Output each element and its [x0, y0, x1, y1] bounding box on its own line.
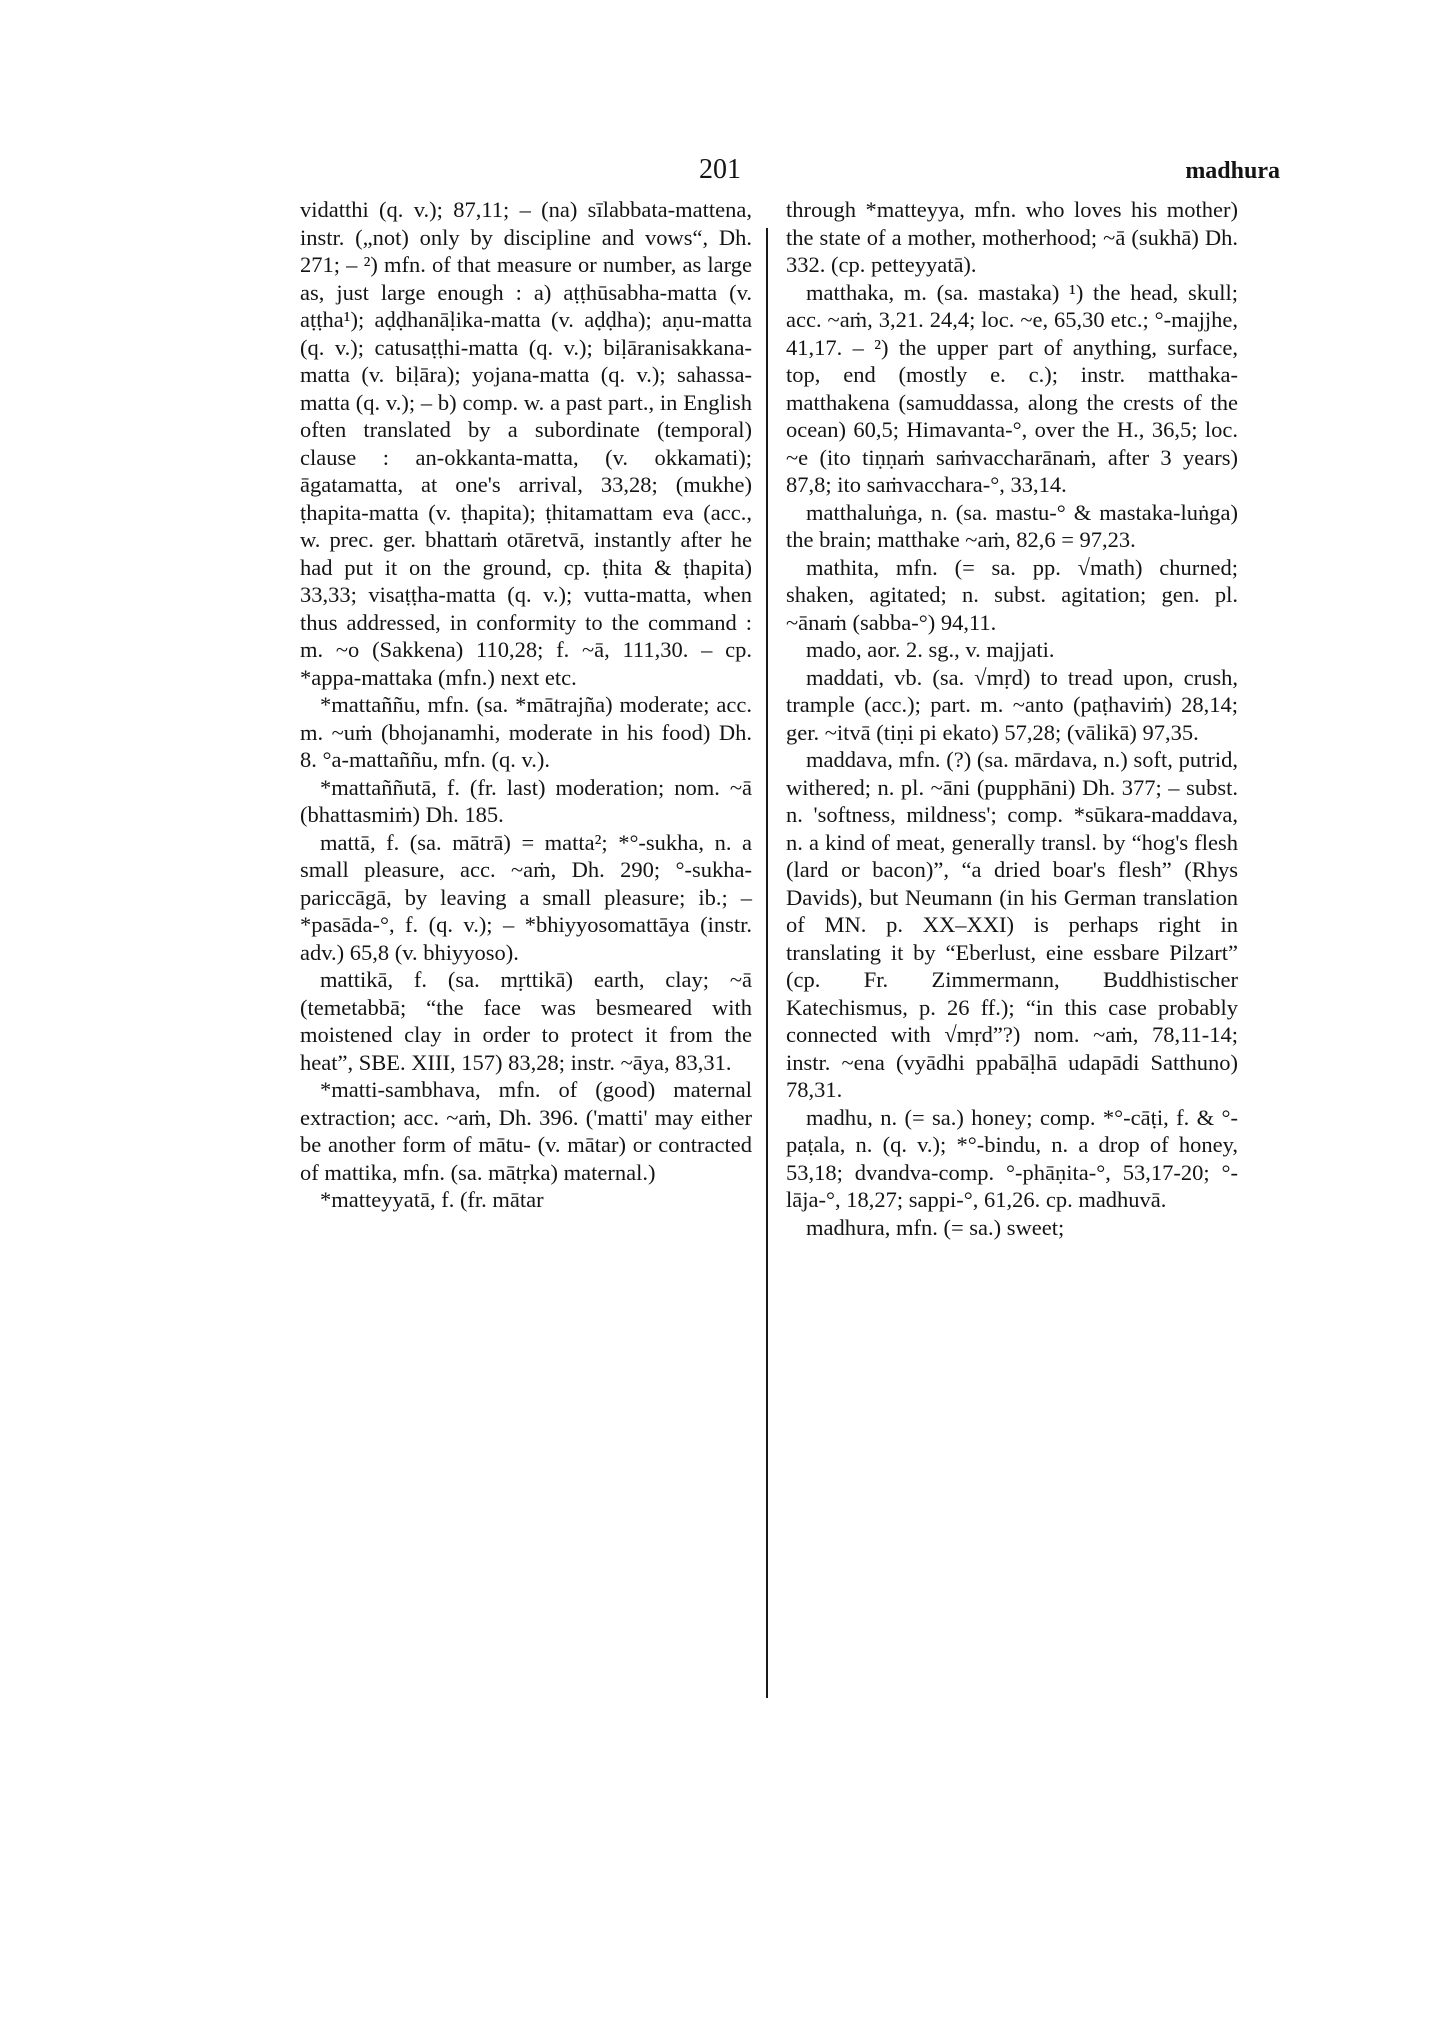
entry-mado: mado, aor. 2. sg., v. majjati.	[806, 637, 1055, 662]
entry-madhu: madhu, n. (= sa.) honey; comp. *°-cāṭi, f. & °-paṭala, n. (q. v.); *°-bindu, n. a drop of honey, 53,18; dvandva-comp. °-phāṇita-°, 53,17-20; °-lāja-°, 18,27; sappi-°, 61,26. cp. madhuvā.	[786, 1104, 1238, 1212]
entry-matta: mattā, f. (sa. mātrā) = matta²; *°-sukha, n. a small pleasure, acc. ~aṁ, Dh. 290; °-sukha-pariccāgā, by leaving a small pleasure; ib.; – *pasāda-°, f. (q. v.); – *bhiyyosomattāya (instr. adv.) 65,8 (v. bhiyyoso).	[300, 829, 752, 965]
entry-matti-sambhava: *matti-sambhava, mfn. of (good) maternal extraction; acc. ~aṁ, Dh. 396. ('matti' may either be another form of mātu- (v. mātar) or contracted of mattika, mfn. (sa. mātṛka) maternal.)	[300, 1077, 752, 1185]
entry-matthaka: matthaka, m. (sa. mastaka) ¹) the head, skull; acc. ~aṁ, 3,21. 24,4; loc. ~e, 65,30 etc.; °-majjhe, 41,17. – ²) the upper part of anything, surface, top, end (mostly e. c.); instr. matthaka-matthakena (samuddassa, along the crests of the ocean) 60,5; Himavanta-°, over the H., 36,5; loc. ~e (ito tiṇṇaṁ saṁvaccharānaṁ, after 3 years) 87,8; ito saṁvacchara-°, 33,14.	[786, 279, 1238, 497]
page-number: 201	[699, 154, 741, 185]
column-divider	[766, 228, 768, 1698]
left-column	[300, 196, 752, 1214]
running-head: madhura	[1185, 158, 1280, 184]
entry-madhura: madhura, mfn. (= sa.) sweet;	[806, 1214, 1065, 1240]
entry-mattika: mattikā, f. (sa. mṛttikā) earth, clay; ~ā (temetabbā; “the face was besmeared with moistened clay in order to protect it from the heat”, SBE. XIII, 157) 83,28; instr. ~āya, 83,31.	[300, 967, 752, 1075]
right-column	[786, 196, 1238, 1241]
entry-maddava: maddava, mfn. (?) (sa. mārdava, n.) soft, putrid, withered; n. pl. ~āni (pupphāni) Dh. 377; – subst. n. 'softness, mildness'; comp. *sūkara-maddava, n. a kind of meat, generally transl. by “hog's flesh (lard or bacon)”, “a dried boar's flesh” (Rhys Davids), but Neumann (in his German translation of MN. p. XX–XXI) is perhaps right in translating it by “Eberlust, eine essbare Pilzart” (cp. Fr. Zimmermann, Buddhistischer Katechismus, p. 26 ff.); “in this case probably connected with √mṛd”?) nom. ~aṁ, 78,11-14; instr. ~ena (vyādhi ppabāḷhā udapādi Satthuno) 78,31.	[786, 747, 1238, 1102]
entry-mattannu: *mattaññu, mfn. (sa. *mātrajña) moderate; acc. m. ~uṁ (bhojanamhi, moderate in his food) Dh. 8. °a-mattaññu, mfn. (q. v.).	[300, 692, 752, 772]
entry-matthalunga: matthaluṅga, n. (sa. mastu-° & mastaka-luṅga) the brain; matthake ~aṁ, 82,6 = 97,23.	[786, 499, 1238, 552]
entry-continuation: through *matteyya, mfn. who loves his mother) the state of a mother, motherhood; ~ā (sukhā) Dh. 332. (cp. petteyyatā).	[786, 197, 1238, 277]
entry-mathita: mathita, mfn. (= sa. pp. √math) churned; shaken, agitated; n. subst. agitation; gen. pl. ~ānaṁ (sabba-°) 94,11.	[786, 554, 1238, 635]
entry-maddati: maddati, vb. (sa. √mṛd) to tread upon, crush, trample (acc.); part. m. ~anto (paṭhaviṁ) 28,14; ger. ~itvā (tiṇi pi ekato) 57,28; (vālikā) 97,35.	[786, 664, 1238, 745]
entry-mattannuta: *mattaññutā, f. (fr. last) moderation; nom. ~ā (bhattasmiṁ) Dh. 185.	[300, 774, 752, 827]
entry-matteyyata: *matteyyatā, f. (fr. mātar	[320, 1187, 544, 1212]
entry-continuation: vidatthi (q. v.); 87,11; – (na) sīlabbata-mattena, instr. („not) only by discipline and vows“, Dh. 271; – ²) mfn. of that measure or number, as large as, just large enough : a) aṭṭhūsabha-matta (v. aṭṭha¹); aḍḍhanāḷika-matta (v. aḍḍha); aṇu-matta (q. v.); catusaṭṭhi-matta (q. v.); biḷāranisakkana-matta (v. biḷāra); yojana-matta (q. v.); sahassa-matta (q. v.); – b) comp. w. a past part., in English often translated by a subordinate (temporal) clause : an-okkanta-matta, (v. okkamati); āgatamatta, at one's arrival, 33,28; (mukhe) ṭhapita-matta (v. ṭhapita); ṭhitamattam eva (acc., w. prec. ger. bhattaṁ otāretvā, instantly after he had put it on the ground, cp. ṭhita & ṭhapita) 33,33; visaṭṭha-matta (q. v.); vutta-matta, when thus addressed, in conformity to the command : m. ~o (Sakkena) 110,28; f. ~ā, 111,30. – cp. *appa-mattaka (mfn.) next etc.	[300, 197, 752, 690]
